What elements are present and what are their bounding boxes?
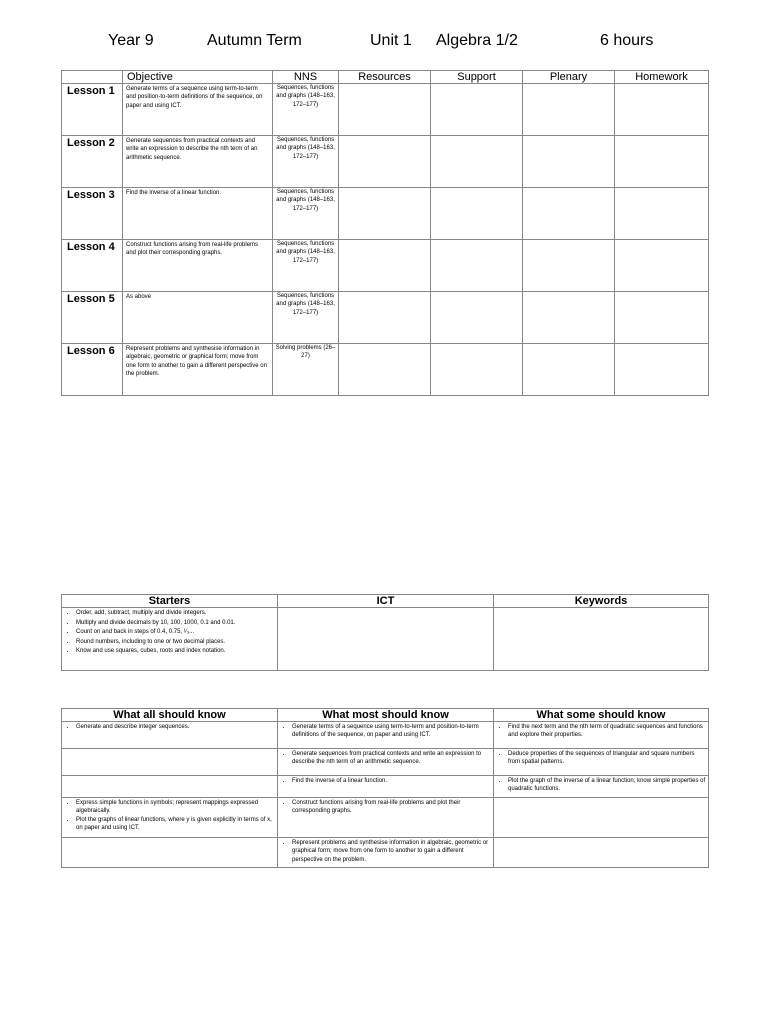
objective-cell: As above [123,292,273,344]
all-should-know-list [64,723,275,731]
ict-cell [278,608,494,671]
resources-cell [339,188,431,240]
should-know-row [62,749,709,776]
homework-cell [615,240,709,292]
homework-cell [615,292,709,344]
homework-cell [615,344,709,396]
should-know-item: • Represent problems and synthesise information in algebraic, geometric or graphical form; move from one form to another to gain a different perspective on the problem. [292,839,491,864]
should-know-item: • Plot the graphs of linear functions, where y is given explicitly in terms of x, on paper and using ICT. [76,816,275,833]
resources-cell [339,292,431,344]
plenary-column-header: Plenary [523,71,615,84]
objective-cell: Generate terms of a sequence using term-to-term and position-to-term definitions of the sequence, on paper and using ICT. [123,84,273,136]
most-should-know-list [280,799,491,816]
should-know-item: • Find the inverse of a linear function. [292,777,491,785]
starter-item: • Round numbers, including to one or two decimal places. [76,638,275,648]
most-should-know-cell [278,749,494,776]
objective-cell: Generate sequences from practical contexts and write an expression to describe the nth term of an arithmetic sequence. [123,136,273,188]
page-header [0,32,768,54]
most-should-know-cell [278,722,494,749]
some-should-know-cell [494,776,709,798]
keywords-column-header: Keywords [494,595,709,608]
lesson-label: Lesson 2 [62,136,123,188]
objective-cell: Construct functions arising from real-life problems and plot their corresponding graphs. [123,240,273,292]
some-should-know-list [496,750,706,767]
starter-item: • Know and use squares, cubes, roots and index notation. [76,647,275,657]
support-cell [431,240,523,292]
lesson-row [62,240,709,292]
some-should-know-list [496,777,706,794]
plenary-cell [523,344,615,396]
support-cell [431,292,523,344]
starters-table [61,594,709,671]
should-know-item: • Construct functions arising from real-life problems and plot their corresponding graphs. [292,799,491,816]
should-know-item: • Plot the graph of the inverse of a linear function; know simple properties of quadratic functions. [508,777,706,794]
lesson-label: Lesson 5 [62,292,123,344]
hours-label: 6 hours [600,32,654,49]
some-should-know-cell [494,798,709,838]
all-should-know-cell [62,776,278,798]
lesson-label: Lesson 1 [62,84,123,136]
most-should-know-cell [278,798,494,838]
lesson-row [62,84,709,136]
most-should-know-list [280,750,491,767]
nns-cell: Sequences, functions and graphs (148–163, 172–177) [273,84,339,136]
lesson-label: Lesson 6 [62,344,123,396]
all-should-know-list [64,799,275,833]
all-should-know-cell [62,798,278,838]
should-know-item: • Generate terms of a sequence using term-to-term and position-to-term definitions of the sequence, on paper and using ICT. [292,723,491,740]
starter-item: • Count on and back in steps of 0.4, 0.75, ¹⁄₃... [76,628,275,638]
lesson-column-header [62,71,123,84]
nns-column-header: NNS [273,71,339,84]
plenary-cell [523,292,615,344]
lesson-row [62,188,709,240]
should-know-item: • Generate sequences from practical contexts and write an expression to describe the nth term of an arithmetic sequence. [292,750,491,767]
support-cell [431,84,523,136]
nns-cell: Solving problems (26–27) [273,344,339,396]
some-should-know-header: What some should know [494,709,709,722]
resources-cell [339,344,431,396]
homework-cell [615,188,709,240]
starters-header-row [62,595,709,608]
topic-label: Algebra 1/2 [436,32,518,49]
should-know-row [62,776,709,798]
most-should-know-header: What most should know [278,709,494,722]
objective-cell: Represent problems and synthesise information in algebraic, geometric or graphical form; move from one form to another to gain a different perspective on the problem. [123,344,273,396]
nns-cell: Sequences, functions and graphs (148–163, 172–177) [273,292,339,344]
all-should-know-cell [62,838,278,868]
homework-cell [615,84,709,136]
lesson-label: Lesson 3 [62,188,123,240]
some-should-know-cell [494,749,709,776]
starters-column-header: Starters [62,595,278,608]
most-should-know-list [280,723,491,740]
homework-column-header: Homework [615,71,709,84]
ict-column-header: ICT [278,595,494,608]
starters-row [62,608,709,671]
keywords-cell [494,608,709,671]
support-cell [431,344,523,396]
resources-cell [339,84,431,136]
all-should-know-header: What all should know [62,709,278,722]
plenary-cell [523,84,615,136]
objective-cell: Find the inverse of a linear function. [123,188,273,240]
objective-column-header: Objective [123,71,273,84]
should-know-row [62,838,709,868]
lesson-row [62,292,709,344]
starter-item: • Multiply and divide decimals by 10, 100, 1000, 0.1 and 0.01. [76,619,275,629]
most-should-know-list [280,839,491,864]
starters-cell [62,608,278,671]
lesson-plan-table [61,70,709,396]
should-know-item: • Express simple functions in symbols; represent mappings expressed algebraically. [76,799,275,816]
unit-label: Unit 1 [370,32,412,49]
lesson-label: Lesson 4 [62,240,123,292]
plenary-cell [523,240,615,292]
term-label: Autumn Term [207,32,302,49]
lesson-row [62,344,709,396]
should-know-item: • Deduce properties of the sequences of triangular and square numbers from spatial patterns. [508,750,706,767]
should-know-table [61,708,709,868]
starter-item: • Order, add, subtract, multiply and divide integers. [76,609,275,619]
most-should-know-cell [278,838,494,868]
support-column-header: Support [431,71,523,84]
support-cell [431,188,523,240]
should-know-item: • Generate and describe integer sequences. [76,723,275,731]
plenary-cell [523,136,615,188]
nns-cell: Sequences, functions and graphs (148–163, 172–177) [273,188,339,240]
resources-cell [339,136,431,188]
most-should-know-cell [278,776,494,798]
some-should-know-cell [494,722,709,749]
resources-column-header: Resources [339,71,431,84]
starters-list [64,609,275,657]
year-label: Year 9 [108,32,154,49]
lesson-table-header-row [62,71,709,84]
should-know-header-row [62,709,709,722]
homework-cell [615,136,709,188]
should-know-item: • Find the next term and the nth term of quadratic sequences and functions and explore their properties. [508,723,706,740]
plenary-cell [523,188,615,240]
should-know-row [62,722,709,749]
most-should-know-list [280,777,491,785]
some-should-know-cell [494,838,709,868]
all-should-know-cell [62,722,278,749]
lesson-row [62,136,709,188]
should-know-row [62,798,709,838]
nns-cell: Sequences, functions and graphs (148–163, 172–177) [273,240,339,292]
some-should-know-list [496,723,706,740]
all-should-know-cell [62,749,278,776]
support-cell [431,136,523,188]
resources-cell [339,240,431,292]
nns-cell: Sequences, functions and graphs (148–163, 172–177) [273,136,339,188]
